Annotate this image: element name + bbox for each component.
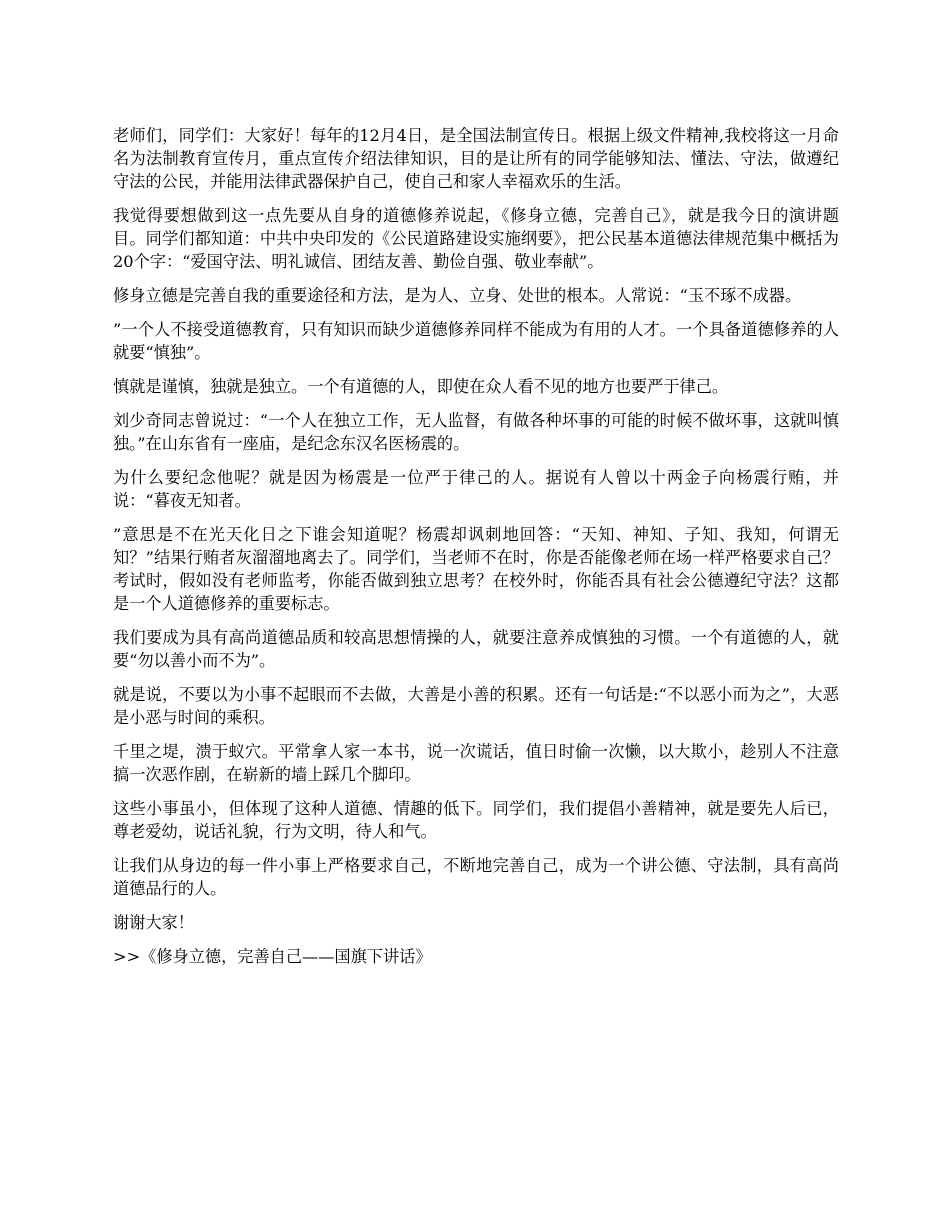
paragraph-small-matters: 这些小事虽小，但体现了这种人道德、情趣的低下。同学们，我们提倡小善精神，就是要先人后已，尊老爱幼，说话礼貌，行为文明，待人和气。 bbox=[113, 799, 839, 841]
paragraph-greeting: 老师们，同学们：大家好！每年的12月4日，是全国法制宣传日。根据上级文件精神,我校将这一月命名为法制教育宣传月，重点宣传介绍法律知识，目的是让所有的同学能够知法、懂法、守法，做遵纪守法的公民，并能用法律武器保护自己，使自己和家人幸福欢乐的生活。 bbox=[113, 126, 839, 191]
paragraph-topic: 我觉得要想做到这一点先要从自身的道德修养说起，《修身立德，完善自己》，就是我今日的演讲题目。同学们都知道：中共中央印发的《公民道路建设实施纲要》，把公民基本道德法律规范集中概括为20个字：“爱国守法、明礼诚信、团结友善、勤俭自强、敬业奉献”。 bbox=[113, 206, 839, 271]
paragraph-moral-education: ”一个人不接受道德教育，只有知识而缺少道德修养同样不能成为有用的人才。一个具备道德修养的人就要“慎独”。 bbox=[113, 320, 839, 362]
paragraph-yang-zhen: 为什么要纪念他呢？就是因为杨震是一位严于律己的人。据说有人曾以十两金子向杨震行贿，并说：“暮夜无知者。 bbox=[113, 468, 839, 510]
paragraph-yang-zhen-answer: ”意思是不在光天化日之下谁会知道呢？杨震却讽刺地回答：“天知、神知、子知、我知，何谓无知？”结果行贿者灰溜溜地离去了。同学们，当老师不在时，你是否能像老师在场一样严格要求自己？考试时，假如没有老师监考，你能否做到独立思考？在校外时，你能否具有社会公德遵纪守法？这都是一个人道德修养的重要标志。 bbox=[113, 525, 839, 613]
paragraph-small-good: 就是说，不要以为小事不起眼而不去做，大善是小善的积累。还有一句话是:“不以恶小而为之”，大恶是小恶与时间的乘积。 bbox=[113, 685, 839, 727]
paragraph-shendu-meaning: 慎就是谨慎，独就是独立。一个有道德的人，即使在众人看不见的地方也要严于律己。 bbox=[113, 377, 729, 396]
paragraph-thanks: 谢谢大家！ bbox=[113, 913, 194, 932]
paragraph-liu-shaoqi: 刘少奇同志曾说过：“一个人在独立工作，无人监督，有做各种坏事的可能的时候不做坏事，这就叫慎独。”在山东省有一座庙，是纪念东汉名医杨震的。 bbox=[113, 411, 839, 453]
document-body bbox=[113, 124, 839, 968]
paragraph-small-bad: 千里之堤，溃于蚁穴。平常拿人家一本书，说一次谎话，值日时偷一次懒，以大欺小，趁别人不注意搞一次恶作剧，在崭新的墙上踩几个脚印。 bbox=[113, 742, 839, 784]
paragraph-self-cultivation: 修身立德是完善自我的重要途径和方法，是为人、立身、处世的根本。人常说：“玉不琢不成器。 bbox=[113, 286, 802, 305]
related-article-link[interactable]: >>《修身立德，完善自己——国旗下讲话》 bbox=[113, 947, 432, 966]
paragraph-call-to-action: 让我们从身边的每一件小事上严格要求自己，不断地完善自己，成为一个讲公德、守法制，具有高尚道德品行的人。 bbox=[113, 856, 839, 898]
paragraph-good-habits: 我们要成为具有高尚道德品质和较高思想情操的人，就要注意养成慎独的习惯。一个有道德的人，就要“勿以善小而不为”。 bbox=[113, 628, 839, 670]
related-article-row bbox=[113, 945, 839, 968]
